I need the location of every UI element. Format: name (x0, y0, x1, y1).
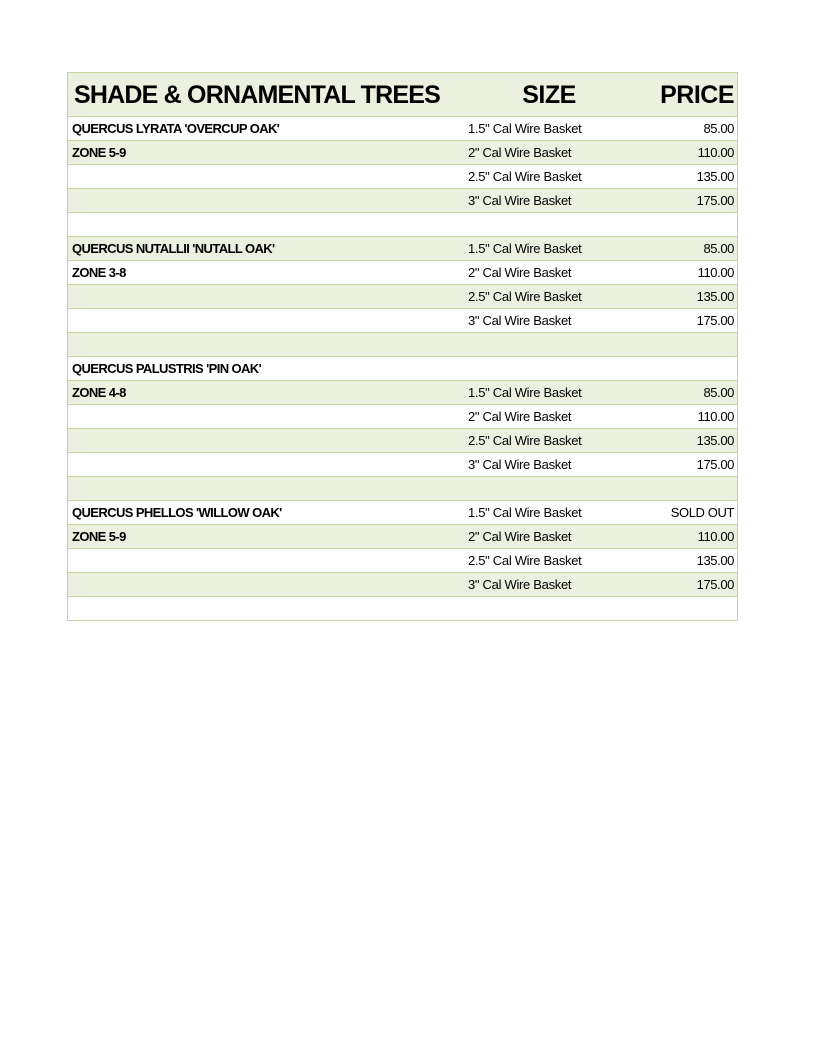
price-cell: 135.00 (696, 169, 734, 184)
table-header-row (68, 73, 737, 116)
size-cell: 2.5" Cal Wire Basket (468, 433, 582, 448)
table-row (68, 308, 737, 332)
tree-name-cell: QUERCUS PALUSTRIS 'PIN OAK' (72, 361, 262, 376)
tree-name-cell: ZONE 5-9 (72, 145, 126, 160)
tree-name-cell: QUERCUS LYRATA 'OVERCUP OAK' (72, 121, 280, 136)
table-body (68, 116, 737, 620)
price-cell: 85.00 (703, 385, 734, 400)
size-cell: 1.5" Cal Wire Basket (468, 121, 582, 136)
size-cell: 2" Cal Wire Basket (468, 529, 572, 544)
table-row (68, 356, 737, 380)
price-cell: 175.00 (696, 457, 734, 472)
price-cell: 85.00 (703, 121, 734, 136)
table-row (68, 380, 737, 404)
header-category-title: SHADE & ORNAMENTAL TREES (74, 81, 441, 109)
size-cell: 1.5" Cal Wire Basket (468, 385, 582, 400)
tree-name-cell: ZONE 4-8 (72, 385, 126, 400)
table-row (68, 212, 737, 236)
size-cell: 1.5" Cal Wire Basket (468, 241, 582, 256)
table-row (68, 476, 737, 500)
tree-name-cell: QUERCUS NUTALLII 'NUTALL OAK' (72, 241, 275, 256)
price-cell: 135.00 (696, 433, 734, 448)
size-cell: 2.5" Cal Wire Basket (468, 553, 582, 568)
price-cell: 85.00 (703, 241, 734, 256)
table-row (68, 572, 737, 596)
price-cell: 110.00 (697, 529, 734, 544)
price-cell: 135.00 (696, 289, 734, 304)
table-row (68, 500, 737, 524)
price-cell: 110.00 (697, 409, 734, 424)
size-cell: 1.5" Cal Wire Basket (468, 505, 582, 520)
price-cell: 110.00 (697, 145, 734, 160)
size-cell: 3" Cal Wire Basket (468, 577, 572, 592)
size-cell: 3" Cal Wire Basket (468, 313, 572, 328)
price-cell: 175.00 (696, 193, 734, 208)
table-row (68, 404, 737, 428)
price-list-table (67, 72, 738, 621)
table-row (68, 548, 737, 572)
price-cell: 175.00 (696, 577, 734, 592)
size-cell: 2.5" Cal Wire Basket (468, 289, 582, 304)
table-row (68, 596, 737, 620)
table-row (68, 116, 737, 140)
size-cell: 2" Cal Wire Basket (468, 145, 572, 160)
size-cell: 2.5" Cal Wire Basket (468, 169, 582, 184)
table-row (68, 332, 737, 356)
table-row (68, 284, 737, 308)
price-cell: 175.00 (696, 313, 734, 328)
size-cell: 2" Cal Wire Basket (468, 409, 572, 424)
table-row (68, 140, 737, 164)
table-row (68, 452, 737, 476)
table-row (68, 428, 737, 452)
size-cell: 2" Cal Wire Basket (468, 265, 572, 280)
header-size: SIZE (522, 81, 576, 109)
tree-name-cell: QUERCUS PHELLOS 'WILLOW OAK' (72, 505, 282, 520)
size-cell: 3" Cal Wire Basket (468, 457, 572, 472)
table-row (68, 188, 737, 212)
price-cell: 135.00 (696, 553, 734, 568)
price-cell: SOLD OUT (670, 505, 734, 520)
tree-name-cell: ZONE 3-8 (72, 265, 126, 280)
table-row (68, 164, 737, 188)
table-row (68, 236, 737, 260)
table-row (68, 260, 737, 284)
header-price: PRICE (660, 81, 734, 109)
price-cell: 110.00 (697, 265, 734, 280)
tree-name-cell: ZONE 5-9 (72, 529, 126, 544)
size-cell: 3" Cal Wire Basket (468, 193, 572, 208)
table-row (68, 524, 737, 548)
